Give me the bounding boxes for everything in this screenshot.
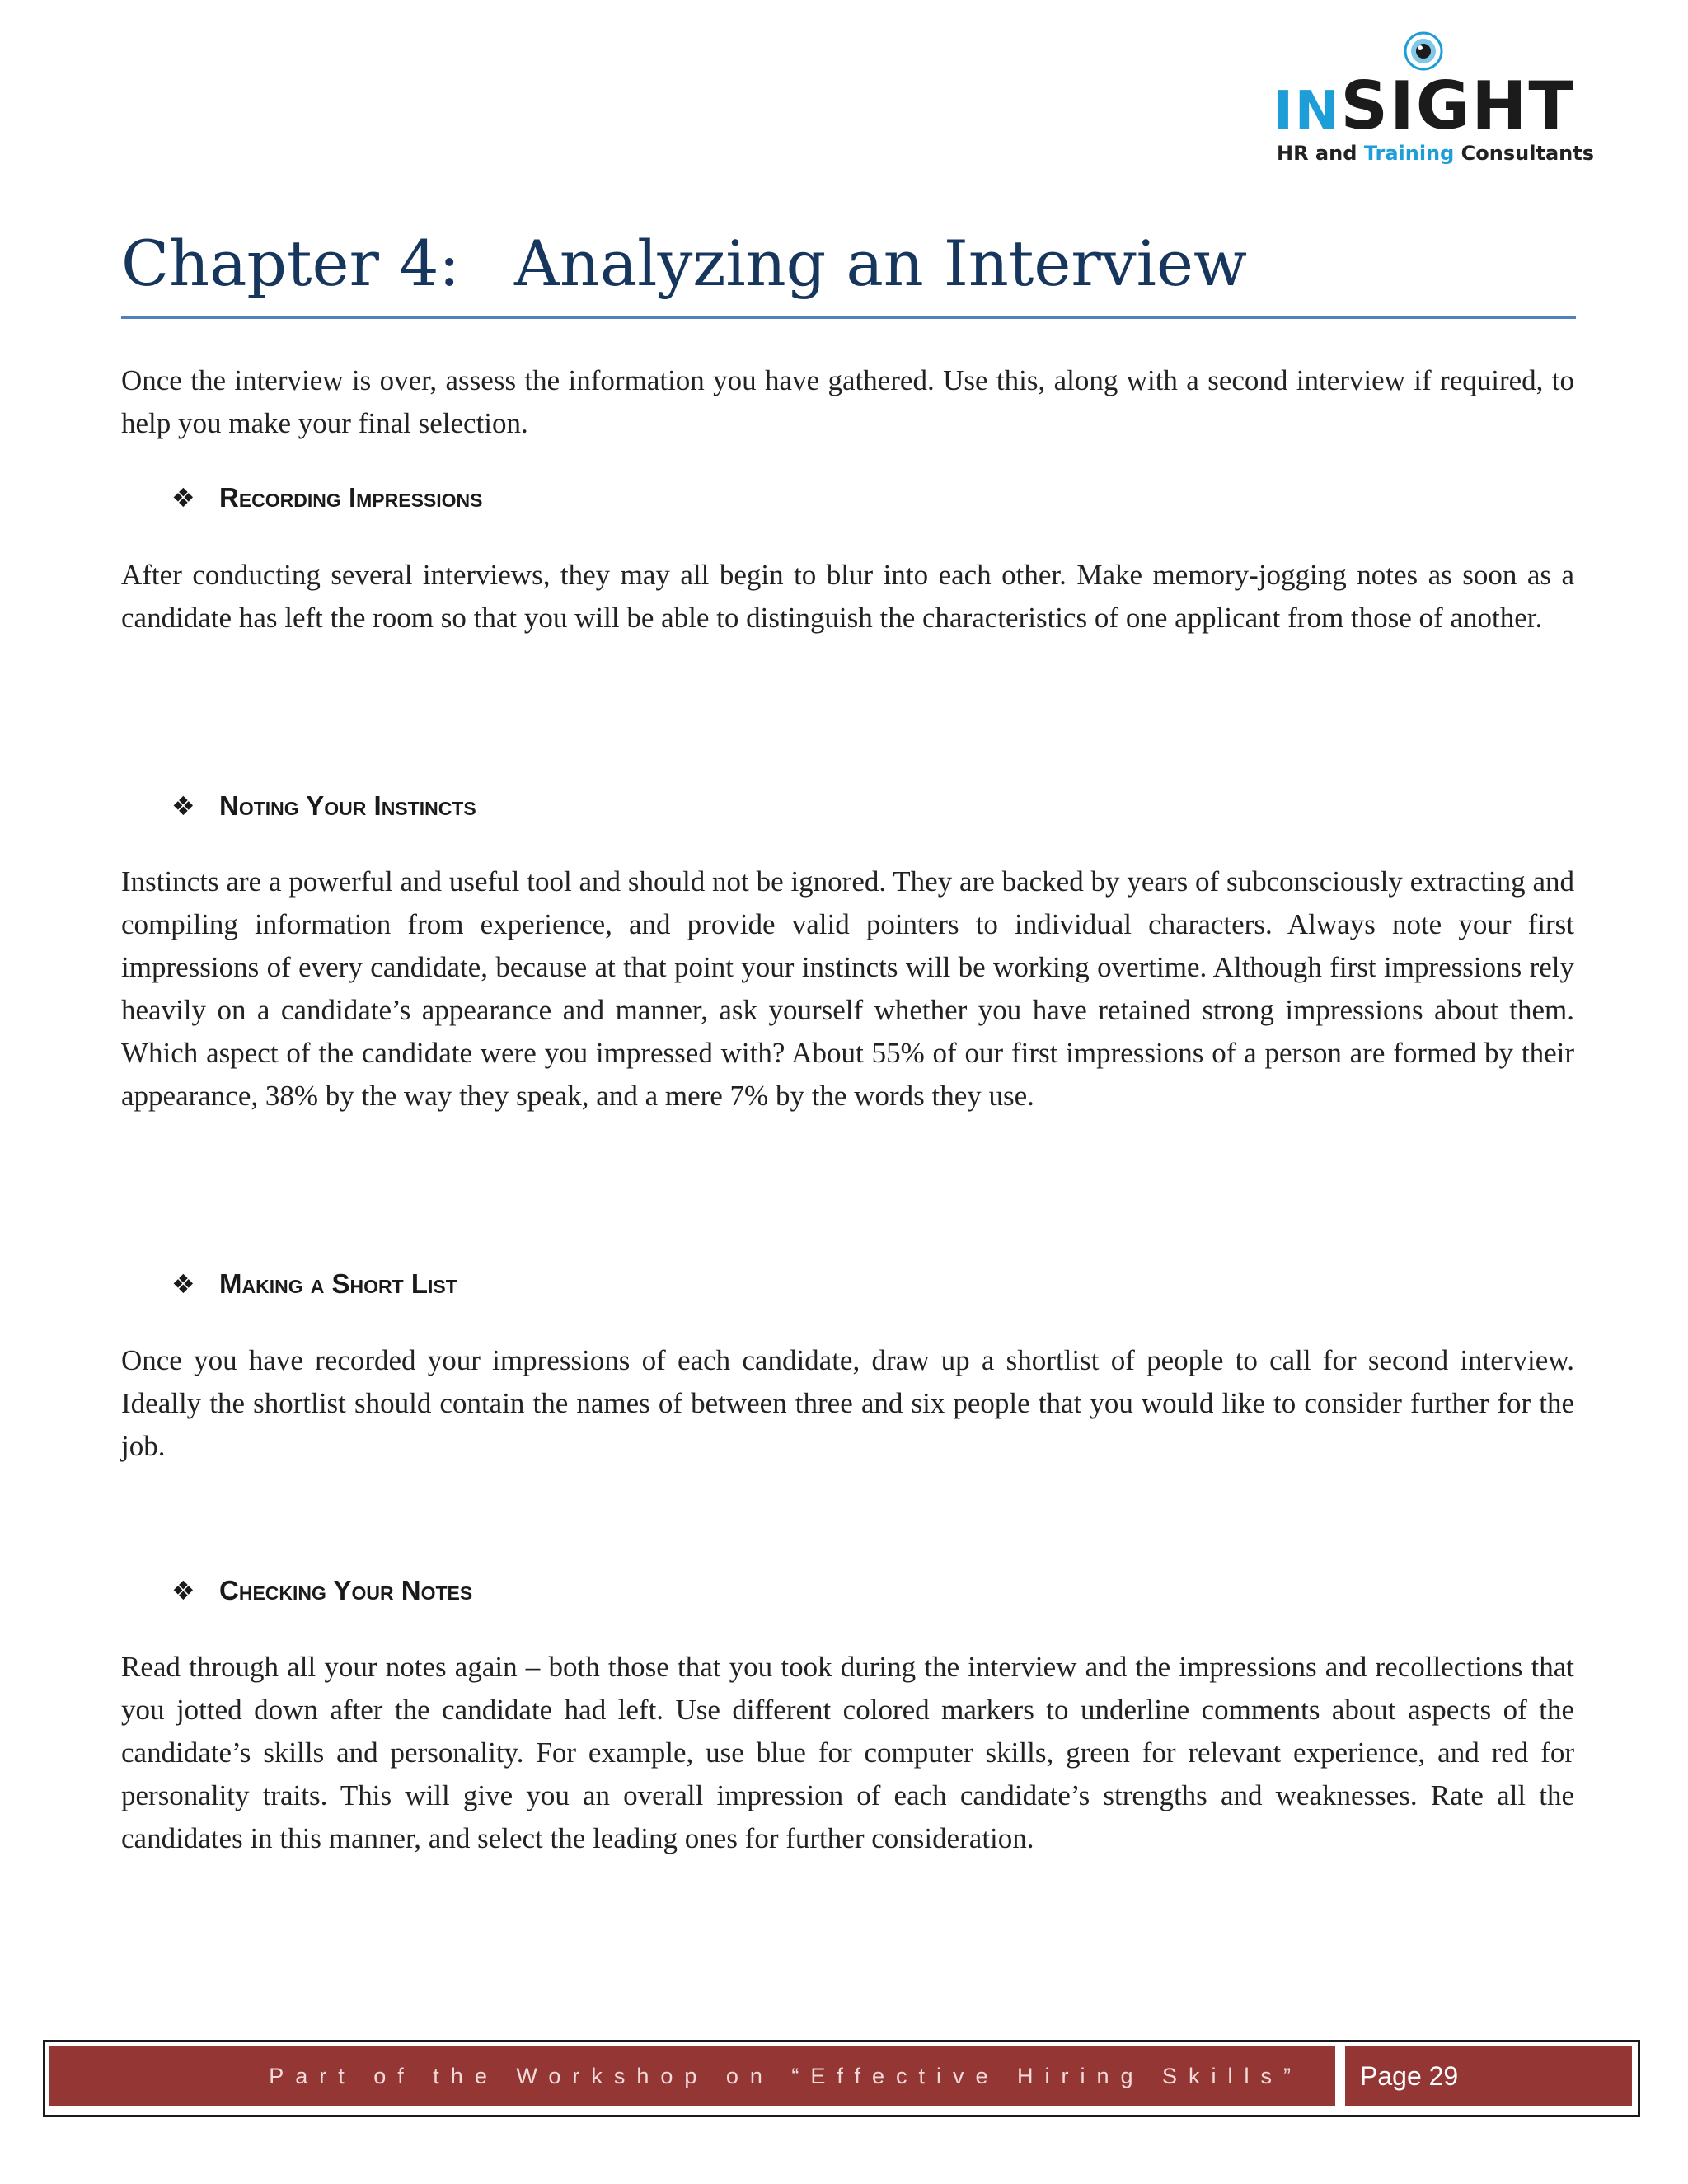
diamond-bullet-icon: ❖ <box>171 790 195 822</box>
section-heading-text: Making a Short List <box>219 1268 457 1299</box>
logo-wordmark <box>1273 69 1575 148</box>
section-heading-recording-impressions <box>171 480 482 516</box>
diamond-bullet-icon: ❖ <box>171 1268 195 1300</box>
logo-tagline-accent: Training <box>1363 142 1455 165</box>
logo-tagline-suffix: Consultants <box>1454 142 1594 165</box>
section-heading-text: Checking Your Notes <box>219 1575 473 1605</box>
company-logo <box>1273 31 1603 171</box>
chapter-number: Chapter 4: <box>121 227 461 300</box>
section-heading-noting-your-instincts <box>171 788 476 824</box>
logo-word-in: IN <box>1273 81 1341 142</box>
footer-workshop-text: Part of the Workshop on “Effective Hiring Skills” <box>269 2064 1302 2088</box>
section-body-making-a-short-list: Once you have recorded your impressions of each candidate, draw up a shortlist of people to call for second interview. Ideally the shortlist should contain the names of between three and six people that you would like to consider further for the job. <box>121 1344 1574 1462</box>
diamond-bullet-icon: ❖ <box>171 1575 195 1606</box>
logo-tagline <box>1277 142 1594 165</box>
section-heading-checking-your-notes <box>171 1572 472 1609</box>
logo-tagline-prefix: HR and <box>1277 142 1364 165</box>
intro-paragraph: Once the interview is over, assess the information you have gathered. Use this, along with a second interview if required, to help you make your final selection. <box>121 364 1574 439</box>
page-number: Page 29 <box>1360 2061 1459 2091</box>
diamond-bullet-icon: ❖ <box>171 482 195 513</box>
section-heading-text: Noting Your Instincts <box>219 790 476 821</box>
chapter-title: Analyzing an Interview <box>514 227 1247 300</box>
chapter-heading <box>121 218 1576 319</box>
section-body-recording-impressions: After conducting several interviews, they may all begin to blur into each other. Make memory-jogging notes as soon as a candidate has left the room so that you will be able to distinguish the characteristics of one applicant from those of another. <box>121 559 1574 634</box>
section-heading-text: Recording Impressions <box>219 482 483 513</box>
footer-band <box>49 2046 1335 2106</box>
eye-icon <box>1404 31 1443 71</box>
logo-word-sight: SIGHT <box>1340 68 1575 144</box>
footer-page-box <box>1345 2046 1632 2106</box>
section-body-checking-your-notes: Read through all your notes again – both those that you took during the interview and the impressions and recollections that you jotted down after the candidate had left. Use different colored markers to underline comments about aspects of the candidate’s skills and personality. For example, use blue for computer skills, green for relevant experience, and red for personality traits. This will give you an overall impression of each candidate’s strengths and weaknesses. Rate all the candidates in this manner, and select the leading ones for further consideration. <box>121 1651 1574 1854</box>
section-heading-making-a-short-list <box>171 1266 457 1302</box>
section-body-noting-your-instincts: Instincts are a powerful and useful tool and should not be ignored. They are backed by years of subconsciously extracting and compiling information from experience, and provide valid pointers to individual characters. Always note your first impressions of every candidate, because at that point your instincts will be working overtime. Although first impressions rely heavily on a candidate’s appearance and manner, ask yourself whether you have retained strong impressions about them. Which aspect of the candidate were you impressed with? About 55% of our first impressions of a person are formed by their appearance, 38% by the way they speak, and a mere 7% by the words they use. <box>121 865 1574 1112</box>
